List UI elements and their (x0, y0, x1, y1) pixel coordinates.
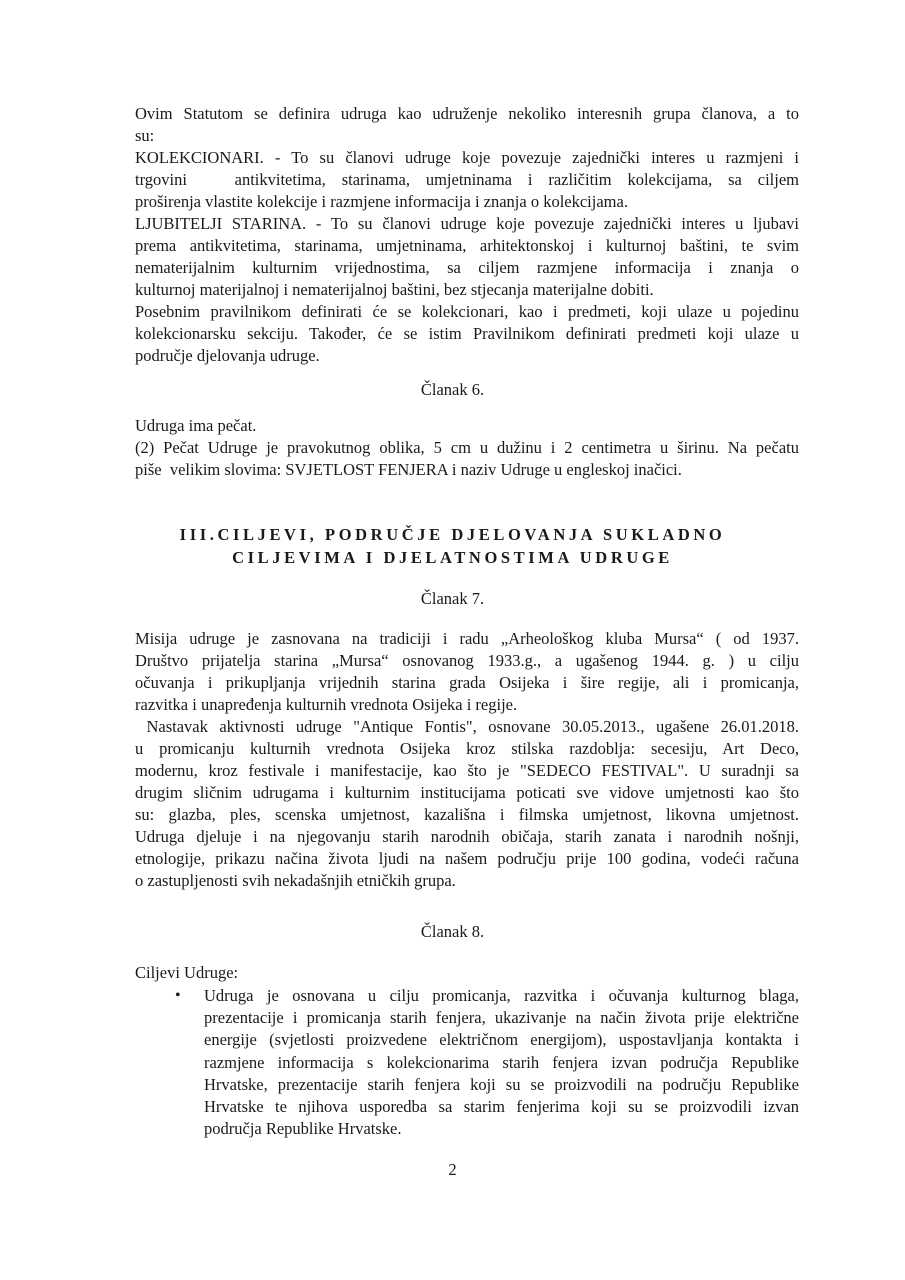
goal-line: Hrvatske, prezentacije starih fenjera koji su se proizvodili na području Republike (204, 1074, 799, 1094)
rulebook-line: kolekcionarsku sekciju. Također, će se istim Pravilnikom definirati predmeti koji ulaze u (135, 324, 799, 343)
section-heading-line-1: III.CILJEVI, PODRUČJE DJELOVANJA SUKLADNO (179, 525, 726, 544)
goal-line: Hrvatske te njihova usporedba sa starim fenjerima koji su se proizvodili izvan (204, 1097, 799, 1117)
continuation-line: etnologije, prikazu načina života ljudi na našem području prije 100 godina, vodeći računa (135, 849, 799, 868)
continuation-line: u promicanju kulturnih vrednota Osijeka kroz stilska razdoblja: secesiju, Art Deco, (135, 739, 799, 758)
rulebook-line: Posebnim pravilnikom definirati će se kolekcionari, kao i predmeti, koji ulaze u pojedinu (135, 302, 799, 321)
continuation-line: o zastupljenosti svih nekadašnjih etničkih grupa. (135, 871, 456, 890)
mission-line: Društvo prijatelja starina „Mursa“ osnovanog 1933.g., a ugašenog 1944. g. ) u cilju (135, 651, 799, 670)
continuation-line: su: glazba, ples, scenska umjetnost, kazališna i filmska umjetnost, likovna umjetnost. (135, 805, 799, 824)
article-6-line: (2) Pečat Udruge je pravokutnog oblika, 5 cm u dužinu i 2 centimetra u širinu. Na pečatu (135, 438, 799, 457)
continuation-line: Nastavak aktivnosti udruge "Antique Fontis", osnovane 30.05.2013., ugašene 26.01.2018. (135, 717, 799, 736)
page-number: 2 (448, 1160, 457, 1179)
collectors-line: KOLEKCIONARI. - To su članovi udruge koje povezuje zajednički interes u razmjeni i (135, 148, 799, 167)
article-6-line: Udruga ima pečat. (135, 416, 257, 435)
intro-line: su: (135, 126, 155, 145)
article-6-body (135, 415, 799, 481)
article-6-heading: Članak 6. (420, 380, 485, 399)
antique-lovers-line: prema antikvitetima, starinama, umjetninama, arhitektonskoj i kulturnoj baštini, te svim (135, 236, 799, 255)
section-heading-line-2: CILJEVIMA I DJELATNOSTIMA UDRUGE (232, 548, 673, 567)
intro-section (135, 103, 799, 367)
goal-line: područja Republike Hrvatske. (204, 1119, 402, 1139)
continuation-line: modernu, kroz festivale i manifestacije, kao što je "SEDECO FESTIVAL". U suradnji sa (135, 761, 799, 780)
article-7-heading: Članak 7. (420, 589, 485, 608)
collectors-line: proširenja vlastite kolekcije i razmjene informacija i znanja o kolekcijama. (135, 192, 628, 211)
article-6-line: piše velikim slovima: SVJETLOST FENJERA i naziv Udruge u engleskoj inačici. (135, 460, 682, 479)
continuation-line: Udruga djeluje i na njegovanju starih narodnih običaja, starih zanata i narodnih nošnji, (135, 827, 799, 846)
intro-line: Ovim Statutom se definira udruga kao udruženje nekoliko interesnih grupa članova, a to (135, 104, 799, 123)
mission-line: očuvanja i prikupljanja vrijednih starina grada Osijeka i šire regije, ali i promicanja, (135, 673, 799, 692)
bullet-icon: • (175, 987, 181, 1004)
continuation-line: drugim sličnim udrugama i kulturnim institucijama poticati sve vidove umjetnosti kao što (135, 783, 799, 802)
goal-line: Udruga je osnovana u cilju promicanja, razvitka i očuvanja kulturnog blaga, (204, 986, 799, 1005)
article-8-intro: Ciljevi Udruge: (135, 963, 239, 982)
mission-line: Misija udruge je zasnovana na tradiciji i radu „Arheološkog kluba Mursa“ ( od 1937. (135, 629, 799, 648)
antique-lovers-line: LJUBITELJI STARINA. - To su članovi udruge koje povezuje zajednički interes u ljubavi (135, 214, 799, 233)
collectors-line: trgovini antikvitetima, starinama, umjetninama i različitim kolekcijama, sa ciljem (135, 170, 799, 189)
rulebook-line: područje djelovanja udruge. (135, 346, 320, 365)
article-8-bullet-text (204, 985, 799, 1140)
mission-line: razvitka i unapređenja kulturnih vrednota Osijeka i regije. (135, 695, 518, 714)
goal-line: prezentacije i promicanja starih fenjera, ukazivanje na način života prije električne (204, 1008, 799, 1028)
article-8-heading: Članak 8. (420, 922, 485, 941)
antique-lovers-line: kulturnoj materijalnoj i nematerijalnoj baštini, bez stjecanja materijalne dobiti. (135, 280, 654, 299)
antique-lovers-line: nematerijalnim kulturnim vrijednostima, sa ciljem razmjene informacija i znanja o (135, 258, 799, 277)
goal-line: energije (svjetlosti proizvedene električnom energijom), uspostavljanja kontakta i (204, 1030, 799, 1050)
article-7-body (135, 628, 799, 892)
goal-line: razmjene informacija s kolekcionarima starih fenjera izvan područja Republike (204, 1052, 799, 1072)
